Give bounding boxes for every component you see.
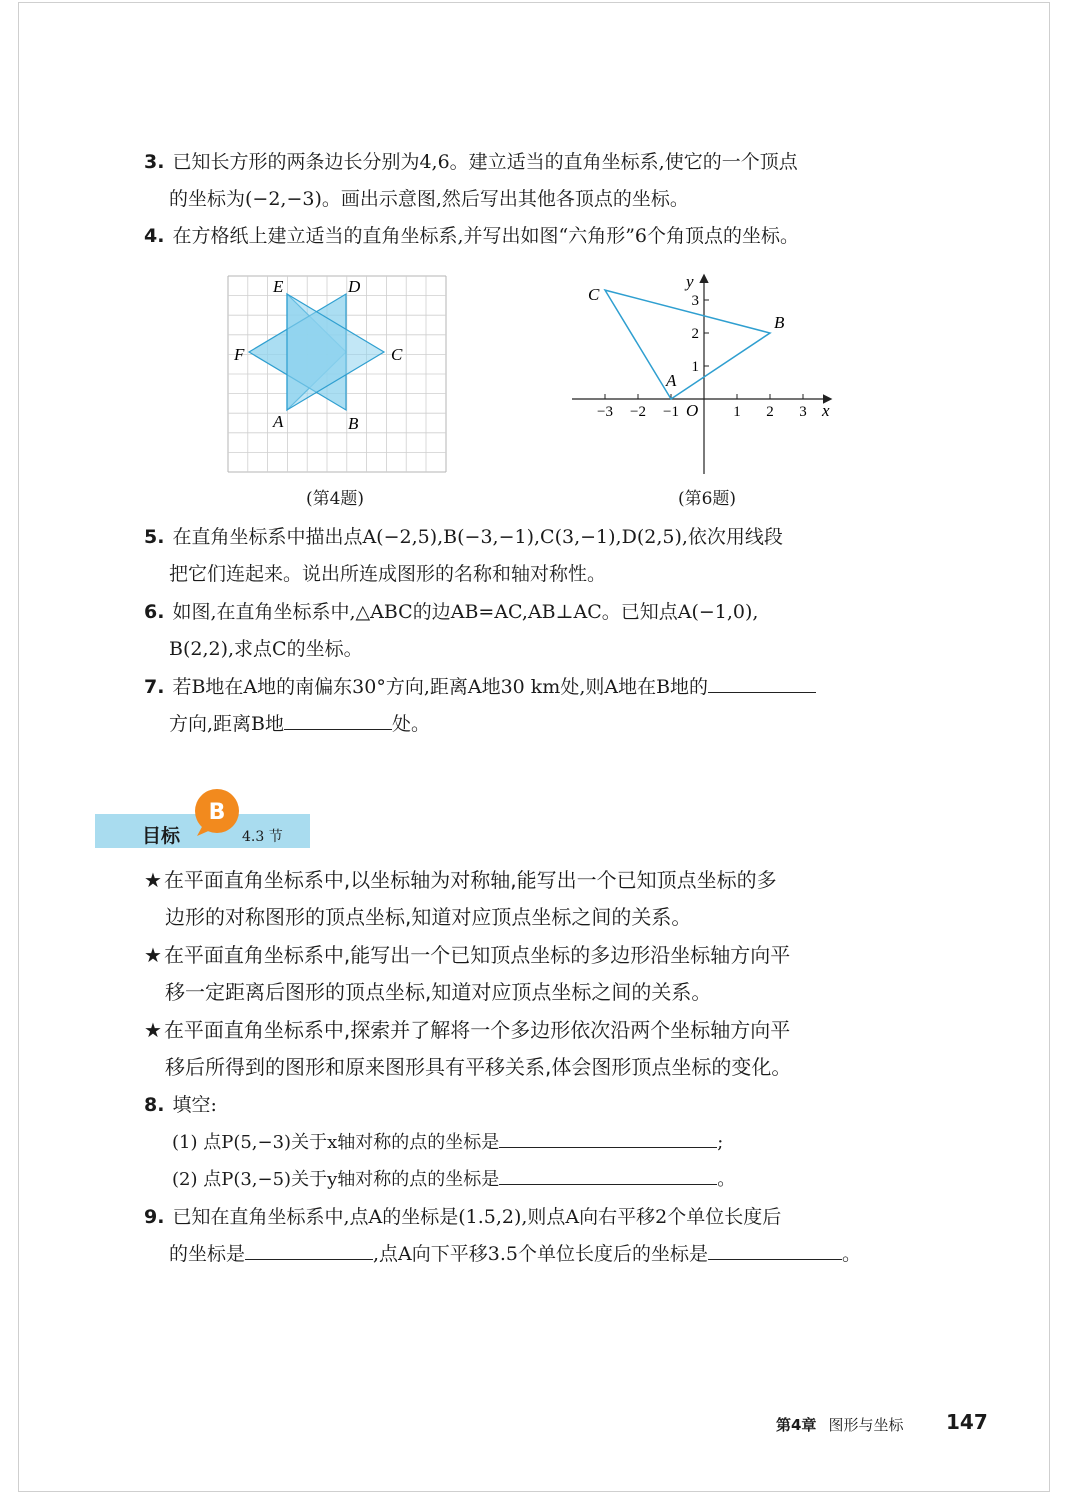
problem-number: 8. — [144, 1094, 165, 1116]
problem-8-part-1 — [172, 1124, 723, 1161]
label-B: B — [774, 313, 785, 332]
hexagram-figure — [224, 272, 450, 476]
goal-text: 在平面直角坐标系中,探索并了解将一个多边形依次沿两个坐标轴方向平 — [163, 1018, 791, 1042]
label-A: A — [273, 412, 284, 431]
problem-7 — [144, 669, 920, 743]
y-tick-label: 2 — [691, 326, 699, 342]
goal-item — [144, 862, 924, 936]
y-tick-label: 1 — [691, 359, 699, 375]
answer-blank[interactable] — [245, 1239, 373, 1260]
badge-b-icon — [189, 787, 245, 837]
problem-number: 6. — [144, 601, 165, 623]
goal-text: 边形的对称图形的顶点坐标,知道对应顶点坐标之间的关系。 — [165, 905, 692, 929]
goal-item — [144, 937, 924, 1011]
problem-5 — [144, 519, 920, 593]
goal-item — [144, 1012, 924, 1086]
label-C: C — [588, 285, 600, 304]
problem-6 — [144, 594, 920, 668]
triangle-coordinate-figure — [568, 270, 840, 480]
problem-3 — [144, 144, 920, 218]
problem-number: 3. — [144, 151, 165, 173]
label-D: D — [348, 277, 361, 296]
problem-text: 的坐标是 — [169, 1243, 246, 1265]
star-icon: ★ — [144, 1018, 162, 1042]
goal-text: 移后所得到的图形和原来图形具有平移关系,体会图形顶点坐标的变化。 — [165, 1055, 792, 1079]
label-y: y — [686, 272, 694, 291]
problem-text: 。 — [842, 1243, 862, 1265]
x-tick-label: −2 — [630, 404, 646, 420]
answer-blank[interactable] — [284, 709, 392, 730]
problem-text: (1) 点P(5,−3)关于x轴对称的点的坐标是 — [172, 1132, 500, 1153]
problem-text: 如图,在直角坐标系中,△ABC的边AB=AC,AB⊥AC。已知点A(−1,0), — [172, 601, 759, 623]
page-number: 147 — [946, 1410, 988, 1434]
problem-text: 若B地在A地的南偏东30°方向,距离A地30 km处,则A地在B地的 — [172, 676, 709, 698]
problem-text: (2) 点P(3,−5)关于y轴对称的点的坐标是 — [172, 1169, 500, 1190]
y-tick-label: 3 — [691, 293, 699, 309]
label-B: B — [348, 414, 359, 433]
x-tick-label: 3 — [799, 404, 807, 420]
svg-text:B: B — [208, 800, 226, 825]
label-C: C — [391, 345, 403, 364]
label-A: A — [666, 371, 677, 390]
star-icon: ★ — [144, 868, 162, 892]
problem-number: 4. — [144, 225, 165, 247]
problem-text: B(2,2),求点C的坐标。 — [169, 638, 363, 660]
answer-blank[interactable] — [499, 1164, 717, 1185]
label-E: E — [273, 277, 284, 296]
chapter-title: 图形与坐标 — [828, 1416, 904, 1434]
label-x: x — [822, 401, 830, 420]
problem-8 — [144, 1087, 920, 1124]
problem-text: 方向,距离B地 — [169, 713, 285, 735]
label-O: O — [686, 401, 699, 420]
answer-blank[interactable] — [499, 1127, 717, 1148]
x-tick-label: 2 — [766, 404, 774, 420]
problem-text: 把它们连起来。说出所连成图形的名称和轴对称性。 — [169, 563, 607, 585]
problem-text: 在方格纸上建立适当的直角坐标系,并写出如图“六角形”6个角顶点的坐标。 — [172, 225, 800, 247]
problem-text: 在直角坐标系中描出点A(−2,5),B(−3,−1),C(3,−1),D(2,5),依次用线段 — [172, 526, 783, 548]
figure-4-caption: (第4题) — [305, 489, 365, 509]
goal-text: 在平面直角坐标系中,以坐标轴为对称轴,能写出一个已知顶点坐标的多 — [163, 868, 777, 892]
problem-number: 7. — [144, 676, 165, 698]
triangle-abc — [605, 290, 770, 399]
label-F: F — [234, 345, 245, 364]
problem-text: 已知在直角坐标系中,点A的坐标是(1.5,2),则点A向右平移2个单位长度后 — [172, 1206, 782, 1228]
problem-text: 。 — [717, 1169, 736, 1190]
x-tick-label: −1 — [663, 404, 679, 420]
problem-8-part-2 — [172, 1161, 735, 1198]
problem-9 — [144, 1199, 920, 1273]
problem-text: 的坐标为(−2,−3)。画出示意图,然后写出其他各顶点的坐标。 — [169, 188, 689, 210]
problem-text: ; — [717, 1132, 724, 1153]
problem-text: 已知长方形的两条边长分别为4,6。建立适当的直角坐标系,使它的一个顶点 — [172, 151, 798, 173]
goal-text: 移一定距离后图形的顶点坐标,知道对应顶点坐标之间的关系。 — [165, 980, 712, 1004]
figure-6-caption: (第6题) — [677, 489, 737, 509]
target-section: 4.3 节 — [242, 829, 283, 845]
x-tick-label: 1 — [733, 404, 741, 420]
answer-blank[interactable] — [708, 1239, 842, 1260]
goal-text: 在平面直角坐标系中,能写出一个已知顶点坐标的多边形沿坐标轴方向平 — [163, 943, 791, 967]
star-icon: ★ — [144, 943, 162, 967]
footer-chapter — [776, 1414, 903, 1435]
target-title: 目标 — [142, 825, 181, 847]
problem-number: 5. — [144, 526, 165, 548]
problem-text: 填空: — [172, 1094, 217, 1116]
answer-blank[interactable] — [708, 672, 816, 693]
x-tick-label: −3 — [597, 404, 613, 420]
problem-4 — [144, 218, 920, 255]
problem-number: 9. — [144, 1206, 165, 1228]
chapter-number: 第4章 — [776, 1416, 817, 1434]
problem-text: ,点A向下平移3.5个单位长度后的坐标是 — [373, 1243, 708, 1265]
problem-text: 处。 — [392, 713, 431, 735]
